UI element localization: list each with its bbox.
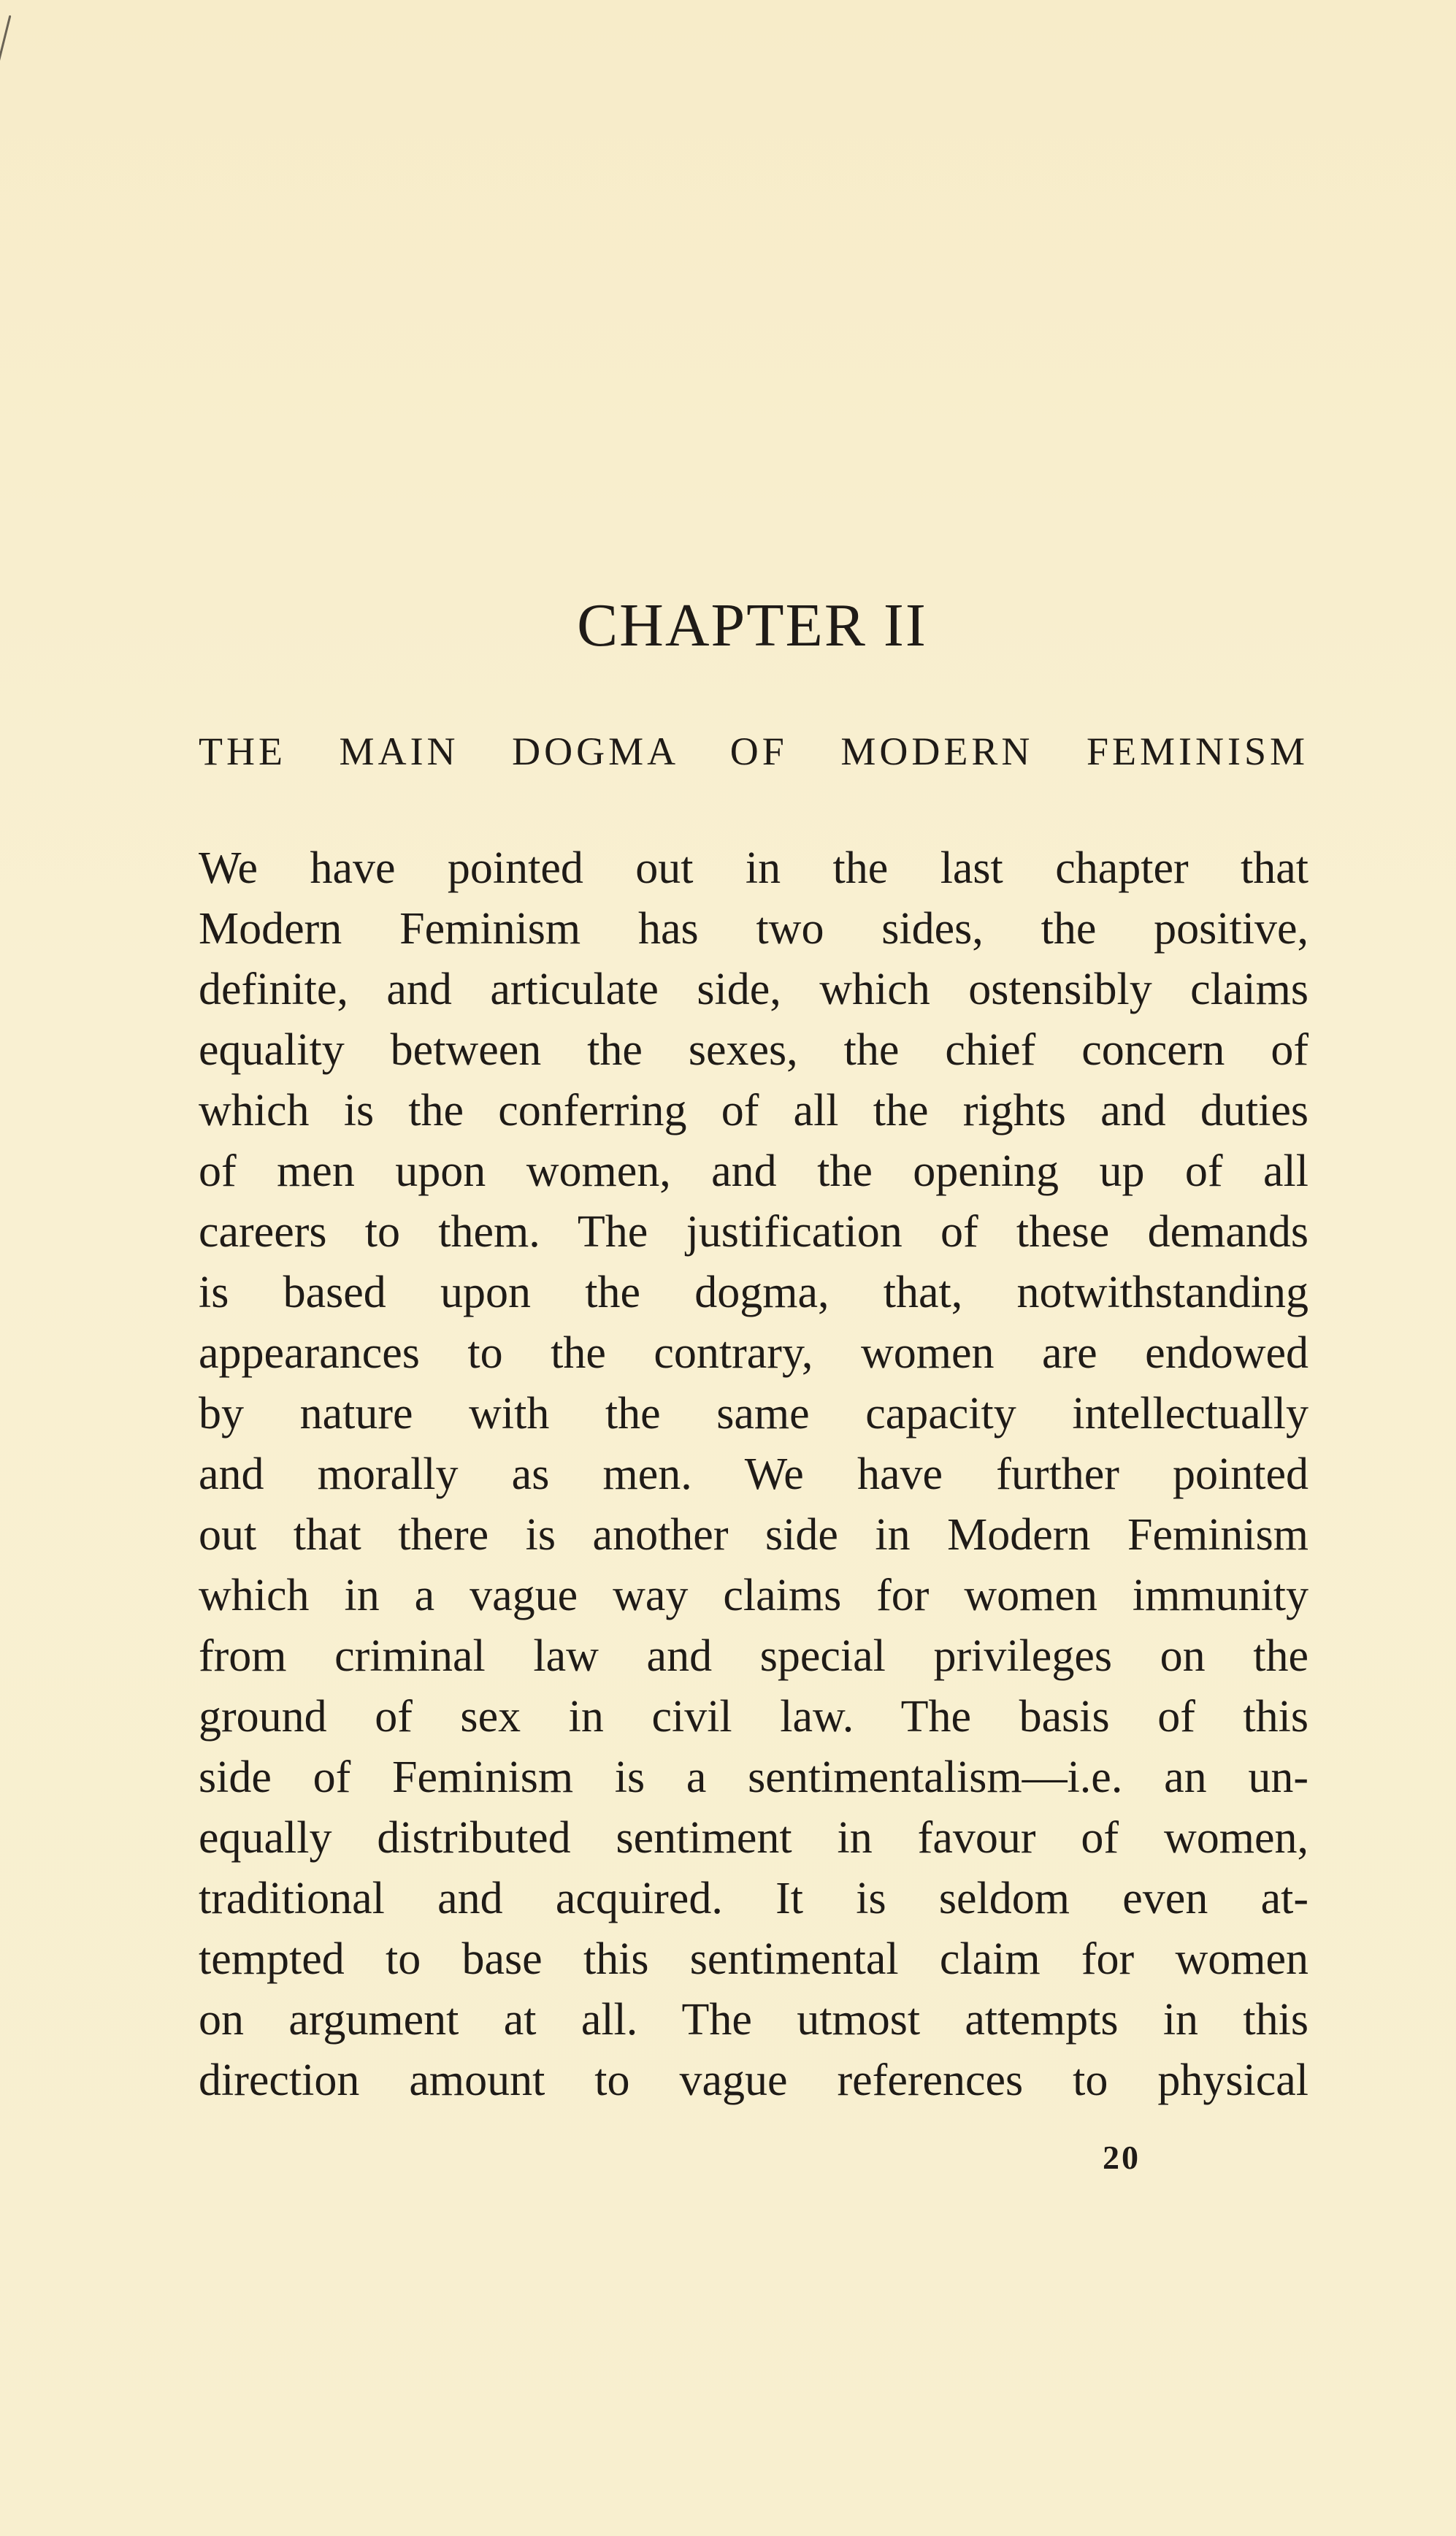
body-line: from criminal law and special privileges on the — [199, 1631, 1309, 1681]
body-line: careers to them. The justification of these demands — [199, 1207, 1309, 1257]
body-line: We have pointed out in the last chapter that — [199, 843, 1309, 893]
body-line: side of Feminism is a sentimentalism—i.e. an un- — [199, 1752, 1309, 1802]
chapter-title: CHAPTER II — [577, 591, 927, 659]
body-line: equally distributed sentiment in favour of women, — [199, 1813, 1309, 1863]
body-line: definite, and articulate side, which ostensibly claims — [199, 965, 1309, 1014]
body-line: direction amount to vague references to physical — [199, 2056, 1309, 2105]
body-text — [199, 838, 1309, 2111]
body-line: appearances to the contrary, women are endowed — [199, 1328, 1309, 1378]
body-line: Modern Feminism has two sides, the positive, — [199, 904, 1309, 954]
body-line: is based upon the dogma, that, notwithstanding — [199, 1268, 1309, 1317]
body-line: by nature with the same capacity intellectually — [199, 1389, 1309, 1439]
body-line: tempted to base this sentimental claim for women — [199, 1934, 1309, 1984]
body-line: out that there is another side in Modern Feminism — [199, 1510, 1309, 1560]
body-line: and morally as men. We have further pointed — [199, 1449, 1309, 1499]
body-line: traditional and acquired. It is seldom even at- — [199, 1874, 1309, 1923]
body-line: of men upon women, and the opening up of all — [199, 1146, 1309, 1196]
body-line: on argument at all. The utmost attempts in this — [199, 1995, 1309, 2045]
page-number: 20 — [1103, 2139, 1141, 2176]
body-line: which in a vague way claims for women immunity — [199, 1571, 1309, 1620]
page-edge-mark — [0, 15, 11, 66]
body-line: equality between the sexes, the chief concern of — [199, 1025, 1309, 1075]
body-line: ground of sex in civil law. The basis of this — [199, 1692, 1309, 1742]
body-line: which is the conferring of all the rights and duties — [199, 1086, 1309, 1135]
chapter-subtitle: THE MAIN DOGMA OF MODERN FEMINISM — [199, 729, 1309, 773]
